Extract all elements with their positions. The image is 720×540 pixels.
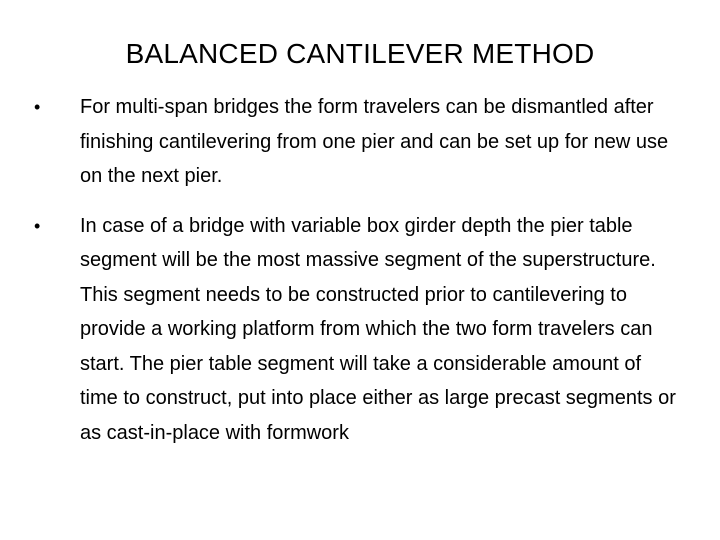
bullet-dot-icon: • bbox=[34, 97, 41, 117]
bullet-dot-icon: • bbox=[34, 215, 41, 236]
bullet-text: For multi-span bridges the form travelers can be dismantled after finishing cantilevering from one pier and can be set up for new use on the next pier. bbox=[80, 96, 669, 187]
bullet-list bbox=[0, 90, 720, 450]
bullet-text: In case of a bridge with variable box girder depth the pier table segment will be the most massive segment of the superstructure. This segment needs to be constructed prior to cantilevering to provide a working platform from which the two form travelers can start. The pier table segment will take a considerable amount of time to construct, put into place either as large precast segments or as cast-in-place with formwork bbox=[80, 214, 676, 444]
bullet-item bbox=[0, 90, 720, 194]
slide-title: BALANCED CANTILEVER METHOD bbox=[125, 38, 595, 69]
bullet-item bbox=[0, 209, 720, 451]
